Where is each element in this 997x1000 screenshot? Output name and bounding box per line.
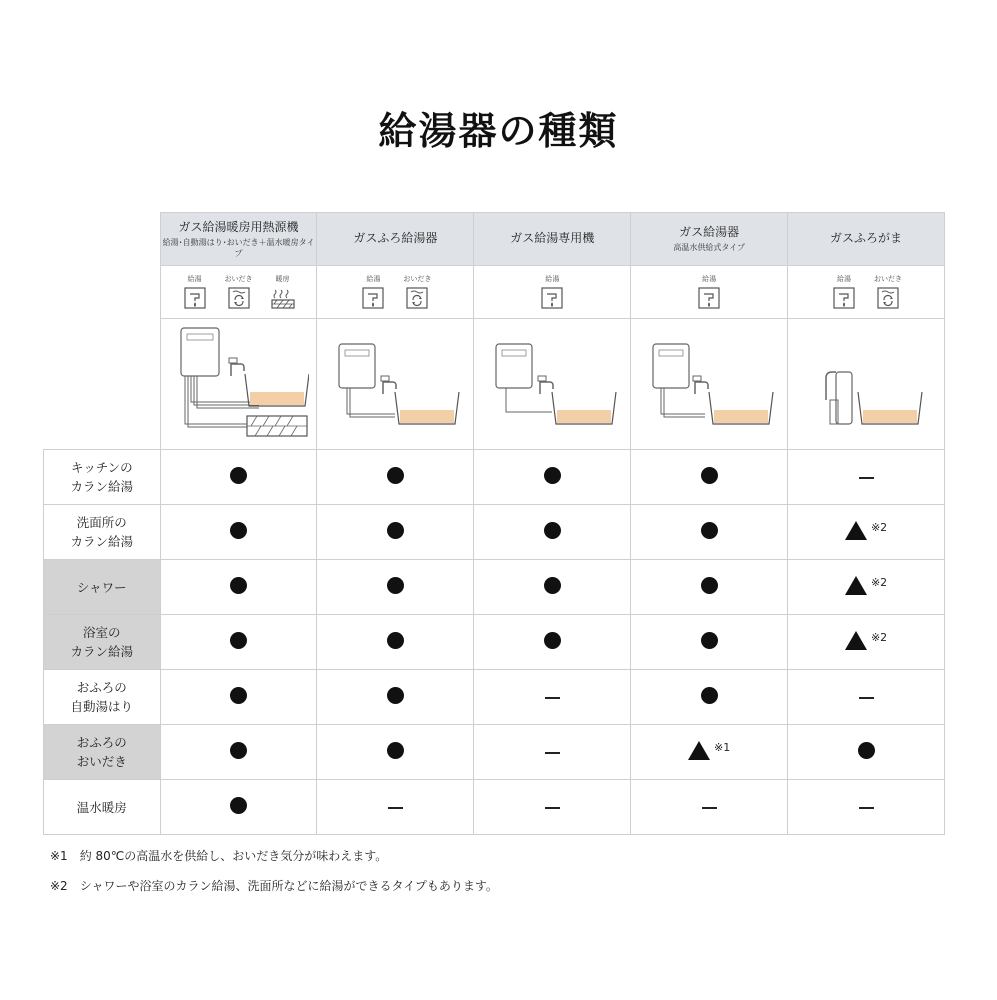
table-row [44, 560, 945, 615]
value-cell [474, 670, 631, 725]
value-cell [788, 450, 945, 505]
supported-circle-icon [387, 577, 404, 594]
reheat-cycle-icon [868, 286, 908, 310]
supported-circle-icon [387, 742, 404, 759]
faucet-water-icon [689, 286, 729, 310]
heat-source-unit-illustration [160, 319, 317, 450]
value-cell [788, 780, 945, 835]
partial-support-mark [845, 631, 887, 650]
supported-circle-icon [230, 467, 247, 484]
table-row [44, 615, 945, 670]
row-label [44, 450, 161, 505]
value-cell [317, 670, 474, 725]
supported-circle-icon [230, 797, 247, 814]
function-badge [397, 275, 437, 310]
supported-circle-icon [544, 632, 561, 649]
value-cell [788, 505, 945, 560]
value-cell [160, 560, 317, 615]
function-badge [263, 275, 303, 310]
supported-circle-icon [387, 632, 404, 649]
not-supported-dash-icon [545, 752, 560, 754]
table-row [44, 450, 945, 505]
value-cell [160, 725, 317, 780]
supported-circle-icon [701, 632, 718, 649]
type-sub: 高温水供給式タイプ [673, 243, 745, 252]
value-cell [631, 505, 788, 560]
faucet-water-icon [353, 286, 393, 310]
supported-circle-icon [230, 742, 247, 759]
bath-water-heater-illustration [317, 319, 474, 450]
row-label-line: おふろの [76, 680, 127, 695]
value-cell [317, 505, 474, 560]
function-icons-cell [788, 266, 945, 319]
function-badge [175, 275, 215, 310]
type-name: ガス給湯専用機 [510, 230, 595, 245]
type-name: ガスふろ給湯器 [353, 230, 438, 245]
table-row [44, 670, 945, 725]
value-cell [160, 505, 317, 560]
row-label-line: カラン給湯 [70, 479, 134, 494]
footnote-ref: ※1 [714, 740, 731, 754]
supported-circle-icon [544, 467, 561, 484]
supported-circle-icon [230, 687, 247, 704]
value-cell [631, 780, 788, 835]
row-label-line: 自動湯はり [70, 699, 134, 714]
row-label [44, 560, 161, 615]
function-badge [689, 275, 729, 310]
supported-circle-icon [387, 467, 404, 484]
row-label [44, 780, 161, 835]
value-cell [788, 670, 945, 725]
row-label-line: 洗面所の [76, 515, 127, 530]
water-heater-only-illustration [474, 319, 631, 450]
type-header [474, 213, 631, 266]
function-icons-cell [474, 266, 631, 319]
type-header-row [44, 213, 945, 266]
row-label-line: おふろの [76, 735, 127, 750]
table-row [44, 725, 945, 780]
supported-circle-icon [230, 577, 247, 594]
partial-support-mark [845, 521, 887, 540]
not-supported-dash-icon [388, 807, 403, 809]
corner-blank [44, 213, 161, 266]
table-row [44, 780, 945, 835]
value-cell [474, 615, 631, 670]
row-label-line: カラン給湯 [70, 534, 134, 549]
reheat-cycle-icon [397, 286, 437, 310]
type-header [631, 213, 788, 266]
type-name: ガス給湯器 [679, 225, 740, 239]
value-cell [474, 505, 631, 560]
corner-blank [44, 266, 161, 319]
value-cell [160, 780, 317, 835]
value-cell [160, 615, 317, 670]
value-cell [474, 450, 631, 505]
function-label: 給湯 [545, 274, 560, 283]
function-badge [532, 275, 572, 310]
value-cell [631, 450, 788, 505]
partial-support-mark [688, 741, 730, 760]
row-label-line: キッチンの [70, 460, 133, 475]
row-label-line: カラン給湯 [70, 644, 134, 659]
supported-circle-icon [230, 632, 247, 649]
faucet-water-icon [532, 286, 572, 310]
not-supported-dash-icon [702, 807, 717, 809]
page-title: 給湯器の種類 [378, 109, 619, 153]
reheat-cycle-icon [219, 286, 259, 310]
partial-triangle-icon [845, 576, 867, 595]
supported-circle-icon [544, 577, 561, 594]
function-label: 給湯 [702, 274, 717, 283]
type-name: ガス給湯暖房用熱源機 [178, 219, 299, 234]
row-label-line: 温水暖房 [76, 799, 127, 815]
value-cell [317, 615, 474, 670]
faucet-water-icon [175, 286, 215, 310]
supported-circle-icon [387, 522, 404, 539]
value-cell [317, 450, 474, 505]
value-cell [788, 725, 945, 780]
function-label: 暖房 [275, 274, 290, 283]
supported-circle-icon [544, 522, 561, 539]
function-label: 給湯 [837, 274, 852, 283]
function-icons-cell [317, 266, 474, 319]
value-cell [788, 560, 945, 615]
type-header [788, 213, 945, 266]
comparison-table [43, 212, 945, 835]
corner-blank [44, 319, 161, 450]
function-label: おいだき [224, 274, 253, 283]
value-cell [160, 670, 317, 725]
footnote: ※1 約 80℃の高温水を供給し、おいだき気分が味わえます。 [50, 849, 388, 863]
function-icons-cell [160, 266, 317, 319]
type-sub: 給湯･自動湯はり･おいだき＋温水暖房タイプ [162, 237, 315, 258]
footnotes [50, 846, 498, 906]
supported-circle-icon [701, 687, 718, 704]
value-cell [788, 615, 945, 670]
function-label: おいだき [403, 274, 432, 283]
function-badge [353, 275, 393, 310]
footnote-ref: ※2 [870, 520, 888, 534]
row-label [44, 615, 161, 670]
not-supported-dash-icon [859, 807, 874, 809]
not-supported-dash-icon [859, 477, 874, 479]
not-supported-dash-icon [545, 697, 560, 699]
function-icons-row [44, 266, 945, 319]
footnote: ※2 シャワーや浴室のカラン給湯、洗面所などに給湯ができるタイプもあります。 [50, 879, 498, 893]
value-cell [317, 725, 474, 780]
value-cell [317, 780, 474, 835]
value-cell [631, 615, 788, 670]
function-label: 給湯 [366, 274, 381, 283]
type-header [160, 213, 317, 266]
supported-circle-icon [387, 687, 404, 704]
function-badge [824, 275, 864, 310]
illustration-row [44, 319, 945, 450]
partial-triangle-icon [845, 521, 867, 540]
row-label [44, 670, 161, 725]
value-cell [631, 670, 788, 725]
footnote-ref: ※2 [870, 575, 888, 589]
supported-circle-icon [701, 577, 718, 594]
row-label-line: シャワー [76, 579, 127, 595]
floor-heating-icon [263, 286, 303, 310]
not-supported-dash-icon [859, 697, 874, 699]
supported-circle-icon [858, 742, 875, 759]
value-cell [474, 725, 631, 780]
function-label: おいだき [874, 274, 903, 283]
supported-circle-icon [701, 522, 718, 539]
footnote-ref: ※2 [870, 630, 888, 644]
function-badge [219, 275, 259, 310]
type-name: ガスふろがま [830, 230, 903, 245]
high-temp-water-heater-illustration [631, 319, 788, 450]
type-header [317, 213, 474, 266]
bath-boiler-illustration [788, 319, 945, 450]
row-label [44, 505, 161, 560]
value-cell [474, 780, 631, 835]
value-cell [474, 560, 631, 615]
partial-support-mark [845, 576, 887, 595]
value-cell [317, 560, 474, 615]
row-label [44, 725, 161, 780]
value-cell [631, 725, 788, 780]
not-supported-dash-icon [545, 807, 560, 809]
faucet-water-icon [824, 286, 864, 310]
function-label: 給湯 [187, 274, 202, 283]
row-label-line: 浴室の [83, 625, 121, 640]
value-cell [160, 450, 317, 505]
partial-triangle-icon [845, 631, 867, 650]
partial-triangle-icon [688, 741, 710, 760]
function-icons-cell [631, 266, 788, 319]
table-row [44, 505, 945, 560]
supported-circle-icon [230, 522, 247, 539]
function-badge [868, 275, 908, 310]
supported-circle-icon [701, 467, 718, 484]
value-cell [631, 560, 788, 615]
row-label-line: おいだき [76, 754, 127, 769]
